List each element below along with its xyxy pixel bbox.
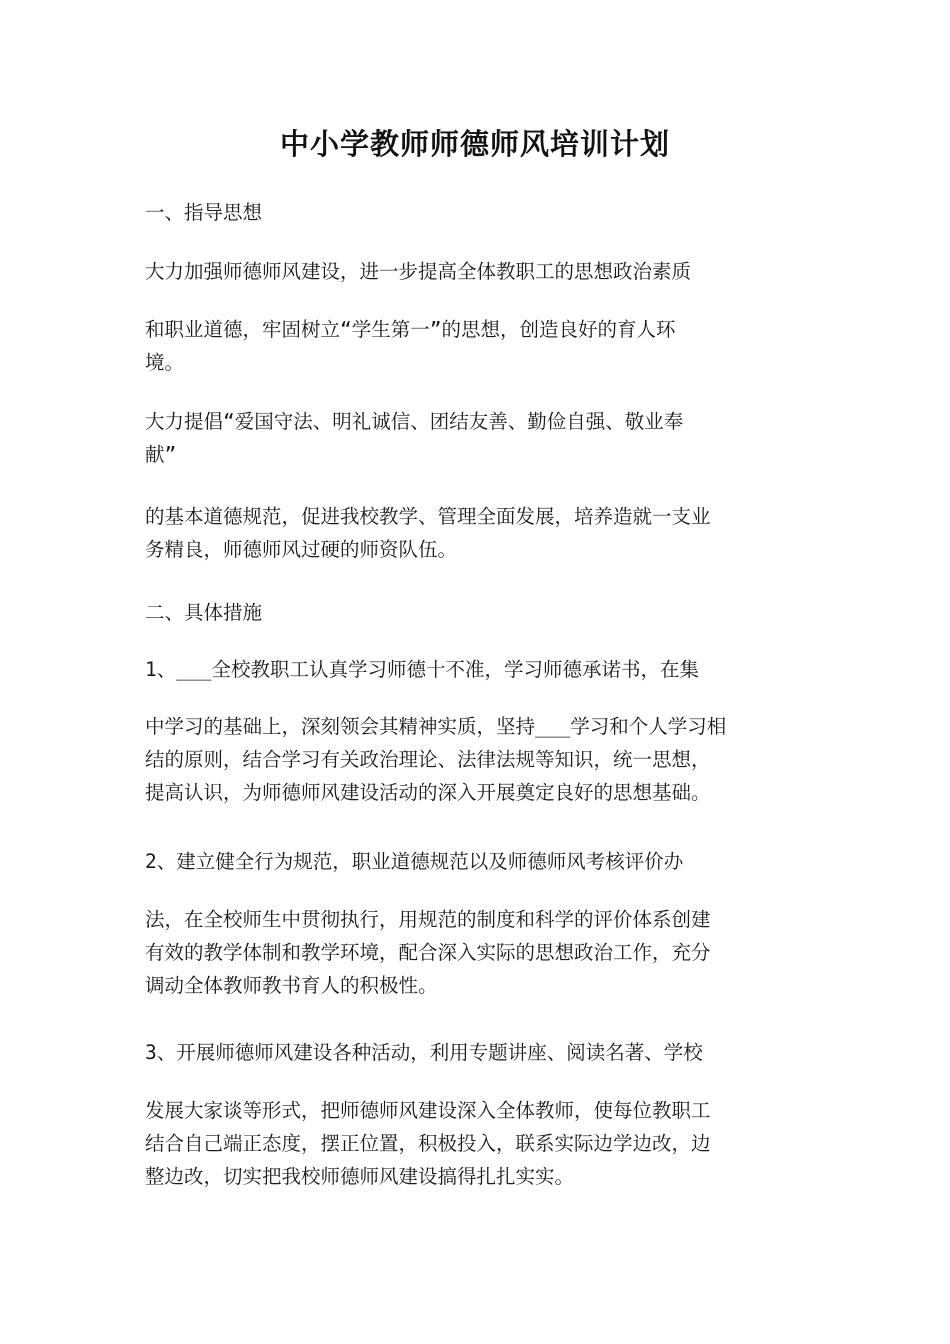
paragraph <box>145 1094 810 1193</box>
paragraph <box>145 903 810 1002</box>
text-line: 调动全体教师教书育人的积极性。 <box>145 974 438 997</box>
heading-specific-measures <box>145 596 810 629</box>
text-line: 整边改，切实把我校师德师风建设搞得扎扎实实。 <box>145 1165 575 1188</box>
paragraph <box>145 710 810 809</box>
text-line: 境。 <box>145 351 185 374</box>
text-line: 大力加强师德师风建设，进一步提高全体教职工的思想政治素质 <box>145 260 692 283</box>
paragraph <box>145 845 810 878</box>
paragraph <box>145 255 810 288</box>
text-line: 一、指导思想 <box>145 201 263 224</box>
text-line: 献” <box>145 443 177 466</box>
heading-guiding-thought <box>145 196 810 229</box>
paragraph <box>145 653 810 686</box>
paragraph <box>145 313 810 379</box>
text-line: 发展大家谈等形式，把师德师风建设深入全体教师，使每位教职工 <box>145 1099 711 1122</box>
text-line: 务精良，师德师风过硬的师资队伍。 <box>145 538 458 561</box>
text-line: 结合自己端正态度，摆正位置，积极投入，联系实际边学边改，边 <box>145 1132 711 1155</box>
paragraph <box>145 500 810 566</box>
paragraph <box>145 405 810 471</box>
text-line: 1、___全校教职工认真学习师德十不准，学习师德承诺书，在集 <box>145 658 699 681</box>
text-line: 法，在全校师生中贯彻执行，用规范的制度和科学的评价体系创建 <box>145 908 711 931</box>
text-line: 二、具体措施 <box>145 601 263 624</box>
text-line: 的基本道德规范，促进我校教学、管理全面发展，培养造就一支业 <box>145 505 711 528</box>
text-line: 中学习的基础上，深刻领会其精神实质，坚持___学习和个人学习相 <box>145 715 727 738</box>
text-line: 提高认识，为师德师风建设活动的深入开展奠定良好的思想基础。 <box>145 781 711 804</box>
text-line: 有效的教学体制和教学环境，配合深入实际的思想政治工作，充分 <box>145 941 711 964</box>
text-line: 3、开展师德师风建设各种活动，利用专题讲座、阅读名著、学校 <box>145 1041 703 1064</box>
paragraph <box>145 1036 810 1069</box>
document-title: 中小学教师师德师风培训计划 <box>279 127 670 161</box>
text-line: 2、建立健全行为规范，职业道德规范以及师德师风考核评价办 <box>145 850 684 873</box>
text-line: 大力提倡“爱国守法、明礼诚信、团结友善、勤俭自强、敬业奉 <box>145 410 684 433</box>
text-line: 结的原则，结合学习有关政治理论、法律法规等知识，统一思想， <box>145 748 711 771</box>
text-line: 和职业道德，牢固树立“学生第一”的思想，创造良好的育人环 <box>145 318 676 341</box>
